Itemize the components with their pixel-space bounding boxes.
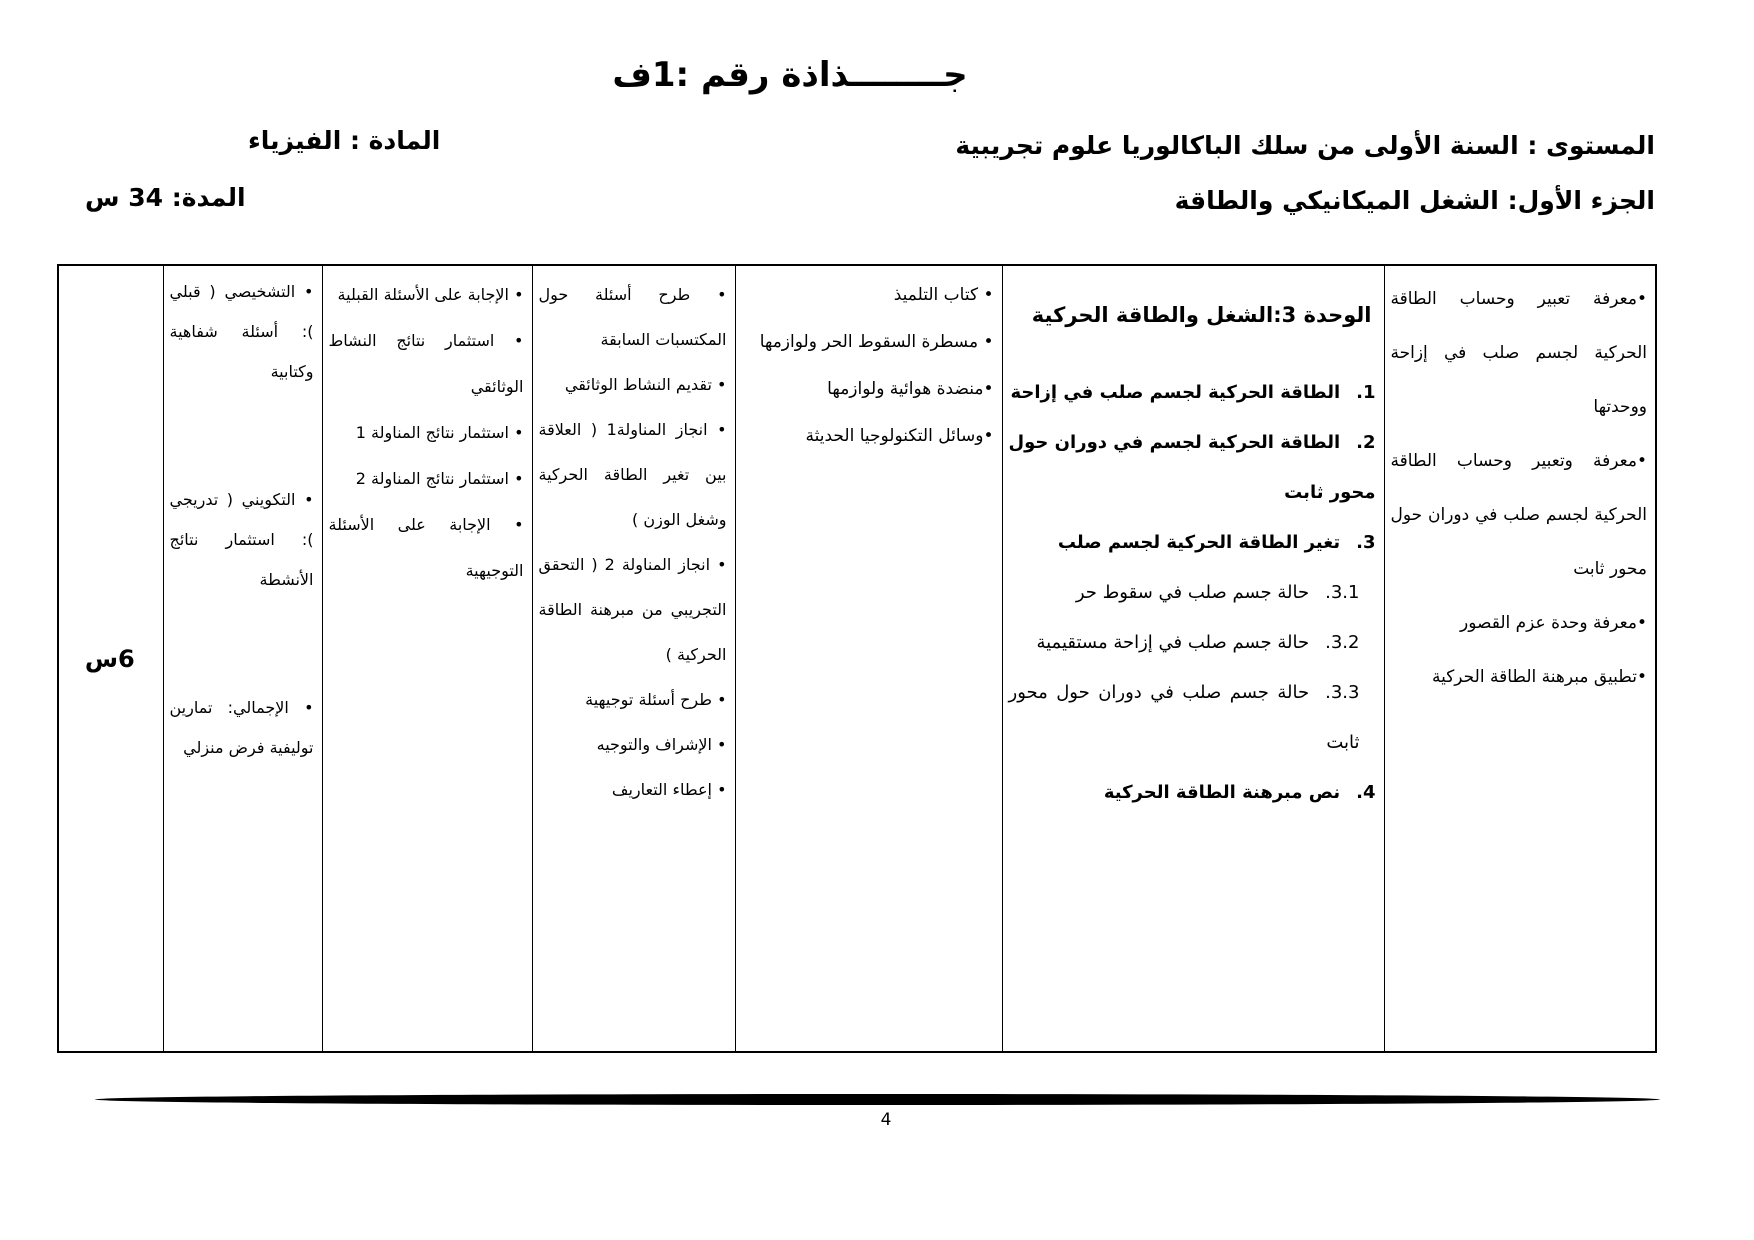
item-number: 3.3. bbox=[1325, 682, 1360, 703]
objective-item: •معرفة تعبير وحساب الطاقة الحركية لجسم صلب في إزاحة ووحدتها bbox=[1390, 289, 1647, 417]
item-number: 4. bbox=[1356, 782, 1376, 803]
student-activity-item: • استثمار نتائج المناولة 1 bbox=[355, 423, 524, 442]
header-right-block bbox=[955, 118, 1655, 228]
header-level: المستوى : السنة الأولى من سلك الباكالوريا علوم تجريبية bbox=[955, 131, 1655, 160]
material-item: • مسطرة السقوط الحر ولوازمها bbox=[759, 332, 994, 352]
teacher-activities-cell bbox=[532, 265, 735, 1052]
document-title: جــــــــذاذة رقم :1ف bbox=[612, 55, 968, 95]
teacher-activities-list bbox=[539, 272, 727, 812]
header-duration: المدة: 34 س bbox=[85, 183, 246, 212]
page-number: 4 bbox=[880, 1110, 892, 1130]
unit-title: الوحدة 3:الشغل والطاقة الحركية bbox=[1031, 303, 1372, 327]
header-part: الجزء الأول: الشغل الميكانيكي والطاقة bbox=[1174, 186, 1655, 215]
content-item: 3.3.حالة جسم صلب في دوران حول محور ثابت bbox=[1008, 682, 1360, 753]
materials-cell bbox=[735, 265, 1002, 1052]
teacher-activity-item: • تقديم النشاط الوثائقي bbox=[564, 375, 727, 394]
item-number: 3. bbox=[1356, 532, 1376, 553]
evaluation-group: • الإجمالي: تمارين توليفية فرض منزلي bbox=[169, 698, 314, 757]
teacher-activity-item: • انجاز المناولة1 ( العلاقة بين تغير الطاقة الحركية وشغل الوزن ) bbox=[538, 420, 727, 529]
material-item: •وسائل التكنولوجيا الحديثة bbox=[805, 426, 994, 446]
item-number: 3.2. bbox=[1325, 632, 1360, 653]
content-item: 3.2.حالة جسم صلب في إزاحة مستقيمية bbox=[1036, 632, 1360, 653]
item-number: 1. bbox=[1356, 382, 1376, 403]
material-item: • كتاب التلميذ bbox=[893, 285, 994, 305]
objectives-list bbox=[1391, 272, 1648, 704]
student-activities-list bbox=[329, 272, 524, 594]
student-activities-cell bbox=[322, 265, 532, 1052]
student-activity-item: • الإجابة على الأسئلة القبلية bbox=[337, 285, 524, 304]
objectives-cell bbox=[1384, 265, 1656, 1052]
footer-divider-line bbox=[95, 1094, 1660, 1105]
content-item: 2.الطاقة الحركية لجسم في دوران حول محور ثابت bbox=[1008, 432, 1376, 503]
student-activity-item: • استثمار نتائج المناولة 2 bbox=[355, 469, 524, 488]
content-item: 1.الطاقة الحركية لجسم صلب في إزاحة bbox=[1010, 382, 1376, 403]
item-number: 2. bbox=[1356, 432, 1376, 453]
teacher-activity-item: • طرح أسئلة حول المكتسبات السابقة bbox=[538, 285, 727, 349]
objective-item: •معرفة وحدة عزم القصور bbox=[1460, 613, 1647, 633]
item-number: 3.1. bbox=[1325, 582, 1360, 603]
evaluation-cell bbox=[163, 265, 322, 1052]
content-item: 3.1.حالة جسم صلب في سقوط حر bbox=[1075, 582, 1360, 603]
content-list bbox=[1009, 368, 1376, 818]
content-item: 3.تغير الطاقة الحركية لجسم صلب bbox=[1057, 532, 1376, 553]
evaluation-group: • التشخيصي ( قبلي ): أسئلة شفاهية وكتابية bbox=[169, 282, 314, 381]
objective-item: •معرفة وتعبير وحساب الطاقة الحركية لجسم صلب في دوران حول محور ثابت bbox=[1390, 451, 1647, 579]
objective-item: •تطبيق مبرهنة الطاقة الحركية bbox=[1431, 667, 1647, 687]
lesson-plan-table bbox=[57, 264, 1657, 1053]
teacher-activity-item: • إعطاء التعاريف bbox=[611, 780, 727, 799]
duration-value: 6س bbox=[84, 644, 135, 673]
evaluation-list bbox=[170, 272, 314, 768]
student-activity-item: • الإجابة على الأسئلة التوجيهية bbox=[328, 515, 524, 580]
header-subject: المادة : الفيزياء bbox=[248, 126, 441, 155]
teacher-activity-item: • طرح أسئلة توجيهية bbox=[585, 690, 727, 709]
duration-cell bbox=[58, 265, 163, 1052]
student-activity-item: • استثمار نتائج النشاط الوثائقي bbox=[328, 331, 524, 396]
teacher-activity-item: • الإشراف والتوجيه bbox=[596, 735, 727, 754]
content-cell bbox=[1002, 265, 1384, 1052]
materials-list bbox=[742, 272, 994, 460]
evaluation-group: • التكويني ( تدريجي ): استثمار نتائج الأنشطة bbox=[169, 490, 314, 589]
material-item: •منضدة هوائية ولوازمها bbox=[827, 379, 994, 399]
content-item: 4.نص مبرهنة الطاقة الحركية bbox=[1103, 782, 1376, 803]
teacher-activity-item: • انجاز المناولة 2 ( التحقق التجريبي من مبرهنة الطاقة الحركية ) bbox=[538, 555, 727, 664]
